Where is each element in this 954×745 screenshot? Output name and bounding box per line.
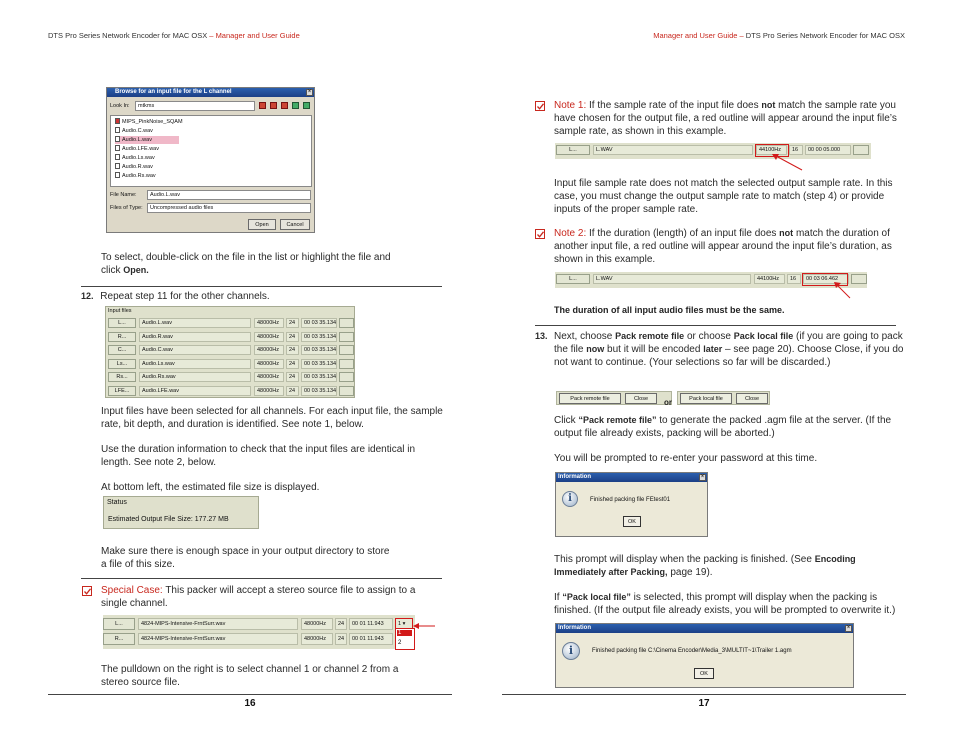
files-type-label: Files of Type: bbox=[110, 205, 143, 211]
browse-dialog-screenshot bbox=[106, 87, 315, 233]
file-cell: Audio.LFE.wav bbox=[139, 386, 251, 396]
open-button: Open bbox=[248, 219, 276, 230]
arrow-icon bbox=[412, 620, 436, 630]
depth-cell: 24 bbox=[335, 633, 347, 645]
new-folder-icon bbox=[281, 102, 288, 109]
row-dropdown bbox=[339, 359, 354, 369]
channel-dropdown-list: 1 2 bbox=[395, 628, 415, 650]
file-list bbox=[110, 115, 312, 187]
depth-cell: 24 bbox=[335, 618, 347, 630]
table-row bbox=[106, 331, 355, 343]
example-duration-row bbox=[555, 272, 867, 288]
dialog-title: Information bbox=[556, 473, 707, 482]
list-view-icon bbox=[292, 102, 299, 109]
row-dropdown bbox=[339, 318, 354, 328]
para-pulldown: The pulldown on the right is to select channel 1 or channel 2 from a stereo source file. bbox=[101, 664, 399, 688]
look-in-label: Look In: bbox=[110, 103, 130, 109]
depth-cell: 24 bbox=[286, 386, 299, 396]
file-name-label: File Name: bbox=[110, 192, 137, 198]
row-dropdown bbox=[339, 386, 354, 396]
para-file-size: At bottom left, the estimated file size is displayed. bbox=[101, 482, 320, 493]
channel-select: 1 ▾ bbox=[395, 618, 413, 630]
row-dropdown bbox=[853, 145, 869, 155]
home-icon bbox=[270, 102, 277, 109]
file-cell: L.WAV bbox=[593, 145, 753, 155]
cancel-button: Cancel bbox=[280, 219, 310, 230]
footer-rule bbox=[502, 694, 906, 695]
checkbox-icon bbox=[535, 229, 545, 239]
table-row bbox=[106, 385, 355, 397]
list-item: Audio.Ls.wav bbox=[115, 154, 155, 162]
depth-cell: 16 bbox=[787, 274, 801, 284]
arrow-icon bbox=[832, 280, 852, 300]
step-12: 12. Repeat step 11 for the other channels. bbox=[81, 291, 270, 302]
status-title: Status bbox=[107, 499, 127, 506]
chevron-down-icon: ▾ bbox=[402, 621, 406, 627]
close-icon: × bbox=[846, 625, 851, 631]
rate-cell: 48000Hz bbox=[254, 345, 284, 355]
depth-cell: 24 bbox=[286, 345, 299, 355]
para-duration: Use the duration information to check that the input files are identical in length. See note 2, below. bbox=[101, 444, 416, 468]
footer-rule bbox=[48, 694, 452, 695]
info-message: Finished packing file C:\Cinema Encoder\Media_3\MULTIT~1\Trailer 1.agm bbox=[592, 648, 792, 654]
depth-cell: 24 bbox=[286, 359, 299, 369]
note-1: Note 1: If the sample rate of the input file does not match the sample rate you have chosen for the output file, a red outline will appear around the input file’s sample rate, as shown in this example. bbox=[554, 100, 897, 137]
depth-cell: 24 bbox=[286, 372, 299, 382]
or-label: or bbox=[664, 398, 672, 407]
info-message: Finished packing file FEtest01 bbox=[590, 497, 671, 503]
information-dialog-local bbox=[555, 623, 854, 688]
rate-cell: 48000Hz bbox=[301, 633, 333, 645]
rate-cell: 48000Hz bbox=[254, 359, 284, 369]
duration-cell: 00 03 35.134 bbox=[301, 318, 337, 328]
duration-cell: 00 03 35.134 bbox=[301, 359, 337, 369]
channel-button: L... bbox=[108, 318, 136, 328]
duration-cell: 00 03 35.134 bbox=[301, 372, 337, 382]
details-view-icon bbox=[303, 102, 310, 109]
rate-cell: 48000Hz bbox=[254, 386, 284, 396]
duration-cell: 00 00 05.000 bbox=[805, 145, 851, 155]
file-cell: 4824-MIPS-Intensive-FrntSurr.wav bbox=[138, 633, 298, 645]
close-icon: × bbox=[307, 89, 312, 95]
look-in-select: mtkms bbox=[135, 101, 255, 111]
rate-cell: 48000Hz bbox=[254, 332, 284, 342]
header-right: Manager and User Guide – DTS Pro Series Network Encoder for MAC OSX bbox=[653, 31, 905, 40]
file-cell: Audio.Ls.wav bbox=[139, 359, 251, 369]
channel-button: R... bbox=[108, 332, 136, 342]
example-sample-rate-row bbox=[555, 143, 871, 159]
dialog-title: Information bbox=[556, 624, 853, 633]
para-prompt: This prompt will display when the packing is finished. (See Encoding Immediately after Packing, page 19). bbox=[554, 554, 856, 578]
para-space: Make sure there is enough space in your output directory to store a file of this size. bbox=[101, 546, 390, 570]
close-button: Close bbox=[736, 393, 768, 404]
file-cell: Audio.L.wav bbox=[139, 318, 251, 328]
rate-cell: 48000Hz bbox=[301, 618, 333, 630]
depth-cell: 24 bbox=[286, 332, 299, 342]
input-files-panel bbox=[105, 306, 355, 398]
row-dropdown bbox=[339, 345, 354, 355]
duration-cell: 00 03 35.134 bbox=[301, 345, 337, 355]
para-reenter: You will be prompted to re-enter your password at this time. bbox=[554, 453, 818, 464]
channel-button: L... bbox=[103, 618, 135, 630]
file-cell: L.WAV bbox=[593, 274, 751, 284]
table-row bbox=[103, 632, 415, 646]
rate-cell: 48000Hz bbox=[254, 372, 284, 382]
buttons-local bbox=[677, 391, 770, 405]
step-13: Next, choose Pack remote file or choose Pack local file (if you are going to pack the file now but it will be encoded later – see page 20). Choose Close, if you do not want to continue. (Your selections so far will be discarded.) bbox=[554, 331, 904, 368]
list-item-selected: Audio.L.wav bbox=[115, 136, 179, 144]
depth-cell: 16 bbox=[789, 145, 803, 155]
select-instructions: To select, double-click on the file in the list or highlight the file and click Open. bbox=[101, 252, 391, 276]
list-item: Audio.LFE.wav bbox=[115, 145, 159, 153]
pack-remote-file-button: Pack remote file bbox=[559, 393, 621, 404]
divider bbox=[81, 578, 442, 579]
ok-button: OK bbox=[694, 668, 714, 679]
estimated-size: Estimated Output File Size: 177.27 MB bbox=[108, 516, 229, 523]
close-icon: × bbox=[700, 474, 705, 480]
channel-button: L... bbox=[556, 274, 590, 284]
divider bbox=[81, 286, 442, 287]
channel-button: LFE... bbox=[108, 386, 136, 396]
info-icon: i bbox=[562, 491, 578, 507]
duration-cell: 00 01 11.943 bbox=[349, 618, 393, 630]
row-dropdown bbox=[339, 372, 354, 382]
duration-cell: 00 03 06.462 bbox=[803, 274, 849, 284]
para-sample-mismatch: Input file sample rate does not match the selected output sample rate. In this case, you must change the output sample rate to match (step 4) or provide inputs of the proper sample rate. bbox=[554, 178, 893, 215]
buttons-remote bbox=[556, 391, 672, 405]
dialog-title: Browse for an input file for the L channel bbox=[107, 88, 314, 97]
list-item: MIPS_PinkNoise_SQAM bbox=[115, 118, 183, 126]
duration-note: The duration of all input audio files must be the same. bbox=[554, 305, 785, 315]
table-row bbox=[106, 344, 355, 356]
info-icon: i bbox=[562, 642, 580, 660]
pack-local-file-button: Pack local file bbox=[680, 393, 732, 404]
file-cell: Audio.C.wav bbox=[139, 345, 251, 355]
input-files-rows bbox=[106, 317, 355, 398]
arrow-icon bbox=[770, 152, 804, 172]
row-dropdown bbox=[339, 332, 354, 342]
table-row bbox=[103, 617, 415, 631]
row-dropdown bbox=[851, 274, 867, 284]
depth-cell: 24 bbox=[286, 318, 299, 328]
file-cell: Audio.Rs.wav bbox=[139, 372, 251, 382]
stereo-rows bbox=[103, 617, 415, 647]
close-button: Close bbox=[625, 393, 657, 404]
duration-cell: 00 03 35.134 bbox=[301, 386, 337, 396]
divider bbox=[535, 325, 896, 326]
para-click-remote: Click “Pack remote file” to generate the packed .agm file at the server. (If the output file already exists, packing will be aborted.) bbox=[554, 415, 892, 439]
list-item: Audio.C.wav bbox=[115, 127, 153, 135]
up-folder-icon bbox=[259, 102, 266, 109]
table-row bbox=[106, 358, 355, 370]
note-2: Note 2: If the duration (length) of an input file does not match the duration of another input file, a red outline will appear around the input file’s duration, as shown in this example. bbox=[554, 228, 892, 265]
ok-button: OK bbox=[623, 516, 641, 527]
para-files-selected: Input files have been selected for all channels. For each input file, the sample rate, bit depth, and duration is identified. See note 1, below. bbox=[101, 406, 443, 430]
file-cell: Audio.R.wav bbox=[139, 332, 251, 342]
rate-cell: 48000Hz bbox=[254, 318, 284, 328]
file-cell: 4824-MIPS-Intensive-FrntSurr.wav bbox=[138, 618, 298, 630]
channel-button: R... bbox=[103, 633, 135, 645]
channel-button: C... bbox=[108, 345, 136, 355]
para-local: If “Pack local file” is selected, this prompt will display when the packing is finished. (If the output file already exists, you will be prompted to overwrite it.) bbox=[554, 592, 896, 616]
rate-cell: 44100Hz bbox=[754, 274, 785, 284]
channel-button: Ls... bbox=[108, 359, 136, 369]
files-type-select: Uncompressed audio files bbox=[147, 203, 311, 213]
page-number-right: 17 bbox=[698, 698, 710, 709]
checkbox-icon bbox=[82, 586, 92, 596]
channel-button: Rs... bbox=[108, 372, 136, 382]
duration-cell: 00 03 35.134 bbox=[301, 332, 337, 342]
special-case: Special Case: This packer will accept a stereo source file to assign to a single channel. bbox=[101, 585, 416, 609]
panel-title: Input files bbox=[108, 308, 132, 314]
list-item: Audio.R.wav bbox=[115, 163, 153, 171]
channel-button: L... bbox=[556, 145, 590, 155]
header-left: DTS Pro Series Network Encoder for MAC OSX – Manager and User Guide bbox=[48, 31, 300, 40]
step-13-number: 13. bbox=[535, 331, 548, 341]
rate-cell: 44100Hz bbox=[756, 145, 787, 155]
list-item: Audio.Rs.wav bbox=[115, 172, 156, 180]
page-number-left: 16 bbox=[244, 698, 256, 709]
duration-cell: 00 01 11.943 bbox=[349, 633, 393, 645]
toolbar-icons bbox=[259, 102, 314, 110]
information-dialog-remote bbox=[555, 472, 708, 537]
table-row bbox=[106, 371, 355, 383]
status-panel bbox=[103, 496, 259, 529]
checkbox-icon bbox=[535, 101, 545, 111]
file-name-field: Audio.L.wav bbox=[147, 190, 311, 200]
table-row bbox=[106, 317, 355, 329]
stereo-source-panel bbox=[103, 615, 415, 649]
